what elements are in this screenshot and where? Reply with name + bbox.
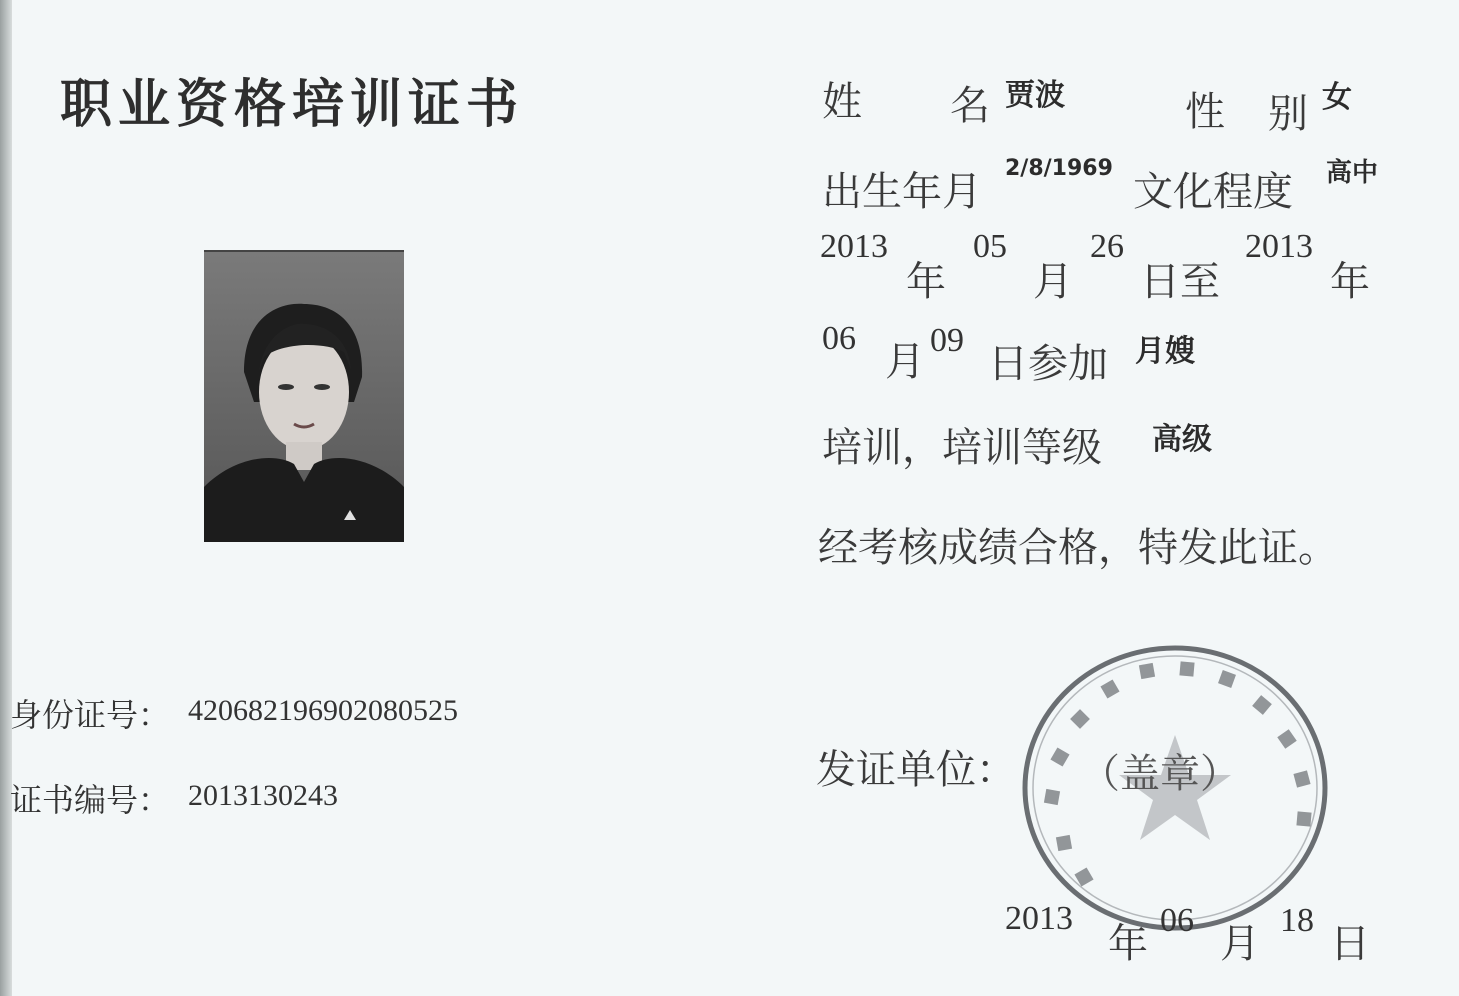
- issue-month-char: 月: [1220, 921, 1260, 967]
- id-number-label: 身份证号：: [10, 696, 171, 734]
- end-year-char: 年: [1330, 259, 1370, 305]
- birth-label: 出生年月: [822, 169, 982, 215]
- issue-day-char: 日: [1330, 921, 1370, 967]
- training-level-label: 培训，培训等级: [822, 425, 1102, 471]
- start-year-char: 年: [906, 259, 946, 305]
- gender-label-char2: 别: [1268, 91, 1308, 137]
- issue-year: 2013: [1005, 900, 1073, 937]
- course-value: 月嫂: [1135, 334, 1195, 369]
- training-level-value: 高级: [1152, 422, 1212, 457]
- holder-photo: [204, 250, 404, 542]
- start-year: 2013: [820, 228, 888, 265]
- end-day: 09: [930, 322, 964, 359]
- certificate-title: 职业资格培训证书: [60, 75, 525, 135]
- start-day-to: 日至: [1140, 259, 1220, 305]
- scan-edge: [0, 0, 12, 996]
- gender-label-char1: 性: [1185, 89, 1225, 135]
- name-value: 贾波: [1005, 78, 1065, 113]
- pass-statement: 经考核成绩合格，特发此证。: [818, 525, 1338, 571]
- name-label-char1: 姓: [822, 79, 862, 125]
- end-month: 06: [822, 320, 856, 357]
- start-month: 05: [973, 228, 1007, 265]
- name-label-char2: 名: [950, 83, 990, 129]
- issue-month: 06: [1160, 902, 1194, 939]
- birth-value: 2/8/1969: [1005, 156, 1113, 181]
- start-day: 26: [1090, 228, 1124, 265]
- issue-day: 18: [1280, 902, 1314, 939]
- education-value: 高中: [1326, 158, 1379, 188]
- gender-value: 女: [1322, 80, 1352, 115]
- end-month-char: 月: [885, 339, 925, 385]
- start-month-char: 月: [1033, 259, 1073, 305]
- certificate-number-value: 2013130243: [188, 779, 338, 812]
- issue-year-char: 年: [1108, 921, 1148, 967]
- seal-note: （盖章）: [1080, 751, 1240, 797]
- id-number-value: 420682196902080525: [188, 694, 458, 727]
- attend-label: 日参加: [988, 341, 1108, 387]
- end-year: 2013: [1245, 228, 1313, 265]
- issuer-label: 发证单位：: [816, 747, 1016, 793]
- education-label: 文化程度: [1133, 169, 1293, 215]
- certificate-number-label: 证书编号：: [10, 781, 171, 819]
